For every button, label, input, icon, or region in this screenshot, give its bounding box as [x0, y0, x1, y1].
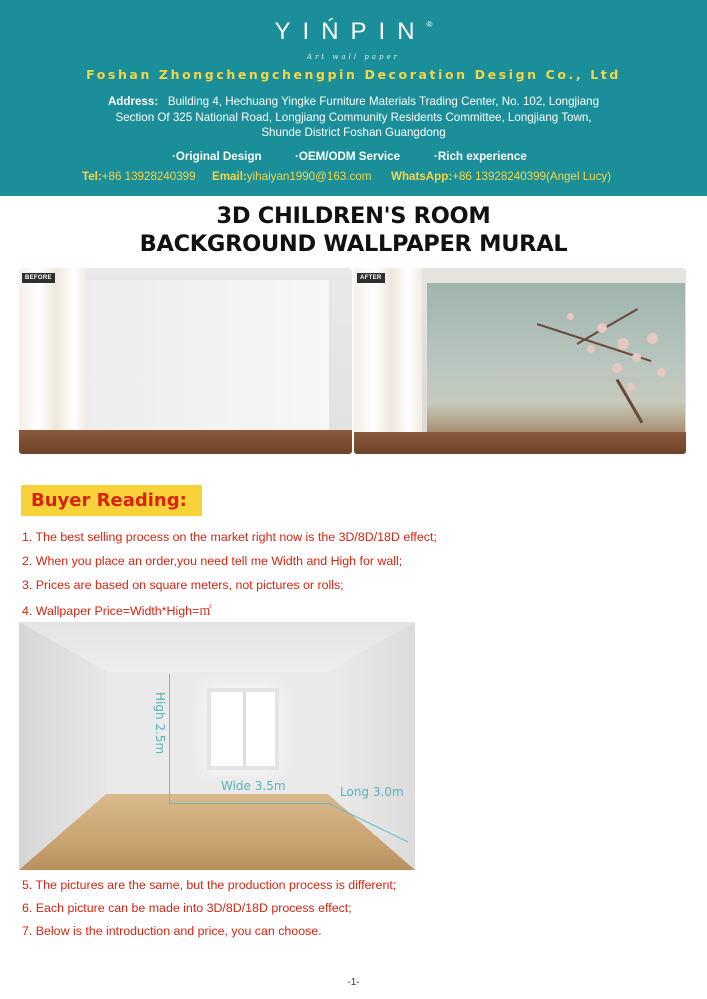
blossom: [657, 368, 666, 377]
address-label: Address:: [107, 95, 159, 108]
page-title: [0, 202, 707, 258]
feature-original-design: ·Original Design: [172, 150, 262, 163]
email-contact: [212, 170, 371, 183]
tel-label: Tel:: [82, 170, 102, 183]
title-line-1: 3D CHILDREN'S ROOM: [216, 203, 491, 229]
reading-item-2: 2. When you place an order,you need tell me Width and High for wall;: [22, 554, 403, 568]
email-value: yihaiyan1990@163.com: [246, 170, 372, 183]
page-number: -1-: [347, 977, 360, 988]
after-photo: [354, 268, 686, 454]
address-line-1: [75, 94, 632, 110]
width-measure-line: [169, 803, 329, 804]
length-label: Long 3.0m: [340, 785, 404, 799]
whatsapp-label: WhatsApp:: [391, 170, 453, 183]
address-line-2: Section Of 325 National Road, Longjiang Community Residents Committee, Longjiang Town,: [115, 110, 592, 124]
feature-oem-odm: ·OEM/ODM Service: [295, 150, 401, 163]
reading-item-3: 3. Prices are based on square meters, not pictures or rolls;: [22, 578, 344, 592]
blossom: [632, 353, 641, 362]
branch: [577, 308, 639, 345]
tel-contact: [82, 170, 196, 183]
floor: [19, 430, 352, 454]
registered-mark: ®: [426, 20, 433, 29]
brand-logo: [0, 18, 707, 46]
company-header: [0, 0, 707, 196]
feature-experience: ·Rich experience: [434, 150, 527, 163]
blossom: [612, 363, 622, 373]
blossom: [647, 333, 658, 344]
window-divider: [243, 692, 246, 766]
blossom: [597, 323, 607, 333]
whatsapp-value: +86 13928240399(Angel Lucy): [452, 170, 612, 183]
width-label: Wide 3.5m: [221, 779, 286, 793]
address-text-1: Building 4, Hechuang Yingke Furniture Materials Trading Center, No. 102, Longjiang: [167, 95, 600, 108]
room-measurement-diagram: [19, 622, 415, 870]
height-label: High 2.5m: [153, 692, 167, 755]
tel-value: +86 13928240399: [101, 170, 196, 183]
curtain-left: [19, 268, 87, 454]
buyer-reading-heading: Buyer Reading:: [21, 485, 202, 516]
reading-item-1: 1. The best selling process on the market right now is the 3D/8D/18D effect;: [22, 530, 437, 544]
blossom-mural: [427, 283, 685, 433]
curtain-left: [354, 268, 422, 454]
floor: [354, 432, 686, 454]
email-label: Email:: [212, 170, 247, 183]
reading-item-5: 5. The pictures are the same, but the production process is different;: [22, 878, 397, 892]
blank-wall: [79, 280, 329, 430]
blossom: [567, 313, 574, 320]
reading-item-7: 7. Below is the introduction and price, you can choose.: [22, 924, 322, 938]
blossom: [627, 383, 635, 391]
company-address: [75, 94, 632, 141]
title-line-2: BACKGROUND WALLPAPER MURAL: [139, 231, 568, 257]
room-window: [207, 688, 279, 770]
reading-item-6: 6. Each picture can be made into 3D/8D/18D process effect;: [22, 901, 352, 915]
height-measure-line: [169, 674, 170, 804]
blossom: [617, 338, 629, 350]
after-badge: AFTER: [357, 273, 385, 283]
logo-text: YIŃPIN: [274, 18, 427, 45]
address-line-3: Shunde District Foshan Guangdong: [261, 126, 446, 139]
brand-tagline: Art wall paper: [307, 53, 400, 61]
reading-item-4: 4. Wallpaper Price=Width*High=㎡: [22, 604, 212, 618]
before-badge: BEFORE: [22, 273, 55, 283]
company-name: Foshan Zhongchengchengpin Decoration Design Co., Ltd: [86, 67, 621, 82]
blossom: [587, 345, 595, 353]
whatsapp-contact: [391, 170, 611, 183]
before-photo: [19, 268, 352, 454]
